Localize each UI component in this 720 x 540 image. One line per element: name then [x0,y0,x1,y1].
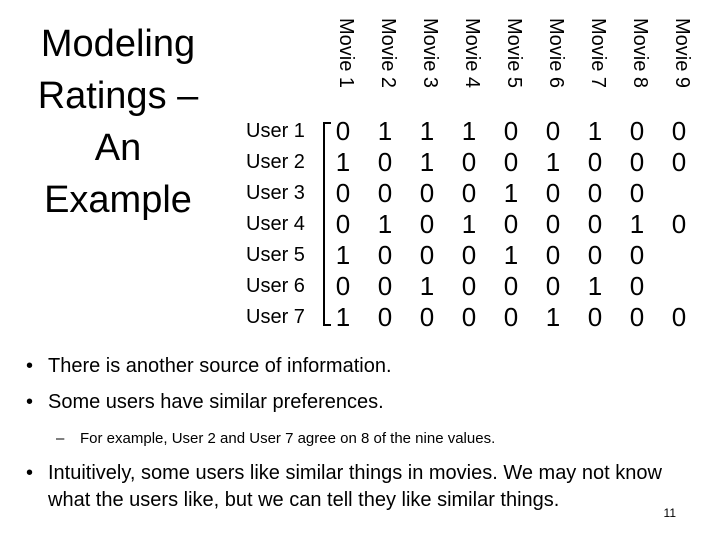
matrix-cell: 0 [587,178,603,208]
matrix-row [328,178,678,209]
title-line: Example [44,179,192,221]
bullet-item [26,384,696,420]
matrix-cell: 0 [335,116,351,146]
matrix-cell: 0 [377,271,393,301]
movie-header-cell [664,18,704,112]
matrix-cell: 1 [335,147,351,177]
matrix-row [328,147,687,178]
user-label: User 4 [246,213,305,235]
slide-title [18,18,218,226]
matrix-cell: 1 [629,209,645,239]
matrix-cell: 1 [503,178,519,208]
bullet-list [26,348,696,514]
matrix-cell: 0 [587,302,603,332]
matrix-cell: 0 [545,209,561,239]
user-label: User 5 [246,244,305,266]
matrix-cell: 0 [545,178,561,208]
matrix-cell: 0 [671,147,687,177]
movie-label: Movie 9 [671,18,693,89]
movie-header-cell [370,18,410,112]
matrix-row [328,302,687,333]
matrix-cell: 0 [377,240,393,270]
matrix-cell [664,178,694,209]
matrix-cell: 0 [503,147,519,177]
movie-label: Movie 6 [545,18,567,89]
matrix-cell: 0 [671,302,687,332]
movie-header-cell [580,18,620,112]
matrix-cell: 1 [461,209,477,239]
matrix-cell: 0 [335,209,351,239]
matrix-cell: 0 [419,240,435,270]
sub-bullet-item [26,424,696,454]
movie-header-cell [454,18,494,112]
title-line: Ratings – [37,75,199,117]
matrix-cell: 0 [629,271,645,301]
matrix-cell: 0 [335,271,351,301]
matrix-cell: 1 [503,240,519,270]
movie-label: Movie 3 [419,18,441,89]
movie-label: Movie 7 [587,18,609,89]
matrix-cell [664,271,694,302]
movie-label: Movie 5 [503,18,525,89]
matrix-cell: 0 [503,302,519,332]
matrix-cell: 1 [545,147,561,177]
movie-label: Movie 4 [461,18,483,89]
matrix-cell: 0 [419,209,435,239]
user-label: User 6 [246,275,305,297]
matrix-cell: 1 [419,271,435,301]
matrix-cell: 0 [461,302,477,332]
user-label: User 3 [246,182,305,204]
matrix-cell: 0 [503,271,519,301]
matrix-cell [664,240,694,271]
matrix-cell: 1 [587,116,603,146]
matrix-cell: 0 [629,116,645,146]
matrix-cell: 1 [335,302,351,332]
movie-header-cell [538,18,578,112]
bullet-symbol: • [26,355,34,377]
matrix-cell: 0 [587,240,603,270]
matrix-cell: 0 [545,116,561,146]
movie-header-cell [328,18,368,112]
matrix-cell: 0 [629,240,645,270]
matrix-cell: 0 [545,240,561,270]
matrix-cell: 1 [377,209,393,239]
movie-label: Movie 8 [629,18,651,89]
matrix-cell: 0 [671,209,687,239]
matrix-cell: 0 [461,178,477,208]
bullet-text: Some users have similar preferences. [48,391,384,413]
matrix-cell: 0 [587,209,603,239]
matrix-cell: 0 [503,209,519,239]
user-label: User 1 [246,120,305,142]
matrix-cell: 0 [377,147,393,177]
sub-bullet-symbol: – [56,430,65,447]
matrix-cell: 0 [629,178,645,208]
matrix-cell: 0 [419,178,435,208]
matrix-cell: 0 [545,271,561,301]
user-label-column [246,116,316,333]
movie-header-cell [412,18,452,112]
matrix-row [328,271,678,302]
matrix-cell: 0 [335,178,351,208]
matrix-row [328,116,687,147]
user-label: User 2 [246,151,305,173]
bullet-symbol: • [26,462,34,484]
movie-header-cell [496,18,536,112]
matrix-row [328,240,678,271]
matrix-cell: 0 [461,271,477,301]
matrix-cell: 1 [461,116,477,146]
matrix-row [328,209,687,240]
title-line: An [94,127,142,169]
page-number: 11 [663,506,676,520]
matrix-cell: 0 [587,147,603,177]
ratings-matrix [328,116,687,333]
user-label: User 7 [246,306,305,328]
sub-bullet-text: For example, User 2 and User 7 agree on 8 of the nine values. [80,430,496,447]
title-line: Modeling [40,23,196,65]
bullet-text: There is another source of information. [48,355,392,377]
matrix-cell: 1 [587,271,603,301]
bullet-text: Intuitively, some users like similar things in movies. We may not know what the users like, but we can tell they like similar things. [48,462,662,511]
matrix-cell: 0 [503,116,519,146]
matrix-cell: 1 [545,302,561,332]
matrix-cell: 0 [377,302,393,332]
movie-label: Movie 1 [335,18,357,89]
movie-header-cell [622,18,662,112]
matrix-cell: 0 [419,302,435,332]
matrix-cell: 1 [419,147,435,177]
bullet-item [26,348,696,384]
matrix-cell: 1 [377,116,393,146]
movie-label: Movie 2 [377,18,399,89]
bullet-item [26,460,696,514]
matrix-cell: 0 [461,240,477,270]
movie-header-row [328,18,698,112]
matrix-cell: 1 [419,116,435,146]
matrix-cell: 0 [629,302,645,332]
matrix-cell: 0 [461,147,477,177]
matrix-cell: 0 [671,116,687,146]
matrix-cell: 0 [629,147,645,177]
bullet-symbol: • [26,391,34,413]
matrix-cell: 0 [377,178,393,208]
matrix-cell: 1 [335,240,351,270]
